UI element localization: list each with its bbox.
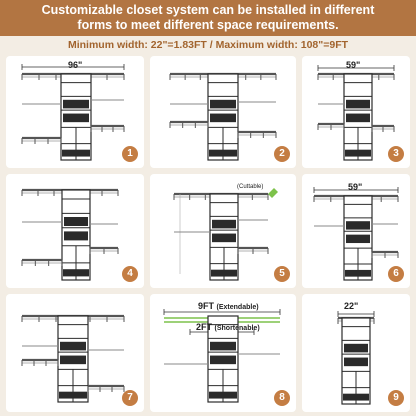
panel-number-badge: 1 xyxy=(122,146,138,162)
tower-base xyxy=(209,392,237,399)
tower-drawer xyxy=(60,342,86,351)
tower-drawer xyxy=(212,234,236,243)
tower-base xyxy=(62,150,90,157)
dimension-value: 9FT xyxy=(198,301,215,311)
tower-drawer xyxy=(210,114,236,123)
tower-drawer xyxy=(64,231,88,240)
tower-drawer xyxy=(210,342,236,351)
tower-drawer xyxy=(212,220,236,229)
tower-drawer xyxy=(346,235,370,243)
closet-config-panel-1 xyxy=(6,56,144,168)
panel-number-badge: 3 xyxy=(388,146,404,162)
panel-number-badge: 4 xyxy=(122,266,138,282)
tower-drawer xyxy=(64,217,88,226)
header-banner xyxy=(0,0,416,36)
closet-config-panel-5 xyxy=(150,174,296,288)
width-dimension-label: 59" xyxy=(346,60,361,70)
panel-number-badge: 9 xyxy=(388,390,404,406)
tower-drawer xyxy=(63,100,89,109)
shortenable-dimension-label xyxy=(196,322,260,332)
tower-base xyxy=(345,150,371,157)
tower-drawer xyxy=(346,221,370,229)
width-dimension-label: 59" xyxy=(348,182,363,192)
closet-config-panel-3 xyxy=(302,56,410,168)
tower-base xyxy=(345,270,371,277)
width-dimension-label: 22" xyxy=(344,301,359,311)
tower-base xyxy=(59,392,87,399)
panel-number-badge: 6 xyxy=(388,266,404,282)
tower-drawer xyxy=(344,344,368,353)
tower-base xyxy=(343,394,369,401)
tower-drawer xyxy=(346,100,370,109)
closet-config-panel-8 xyxy=(150,294,296,412)
tower-drawer xyxy=(60,356,86,365)
panel-number-badge: 5 xyxy=(274,266,290,282)
width-dimension-label: 96" xyxy=(68,60,83,70)
header-line-1: Customizable closet system can be installed in different xyxy=(41,3,375,17)
tower-base xyxy=(209,150,237,157)
header-line-2: forms to meet different space requirements. xyxy=(77,18,339,32)
panel-number-badge: 2 xyxy=(274,146,290,162)
tower-drawer xyxy=(210,356,236,365)
tower-drawer xyxy=(210,100,236,109)
tower-base xyxy=(211,270,237,277)
tower-drawer xyxy=(63,114,89,123)
cuttable-note: (Cuttable) xyxy=(237,184,264,190)
tower-drawer xyxy=(346,114,370,123)
panel-number-badge: 8 xyxy=(274,390,290,406)
dimension-note: (Shortenable) xyxy=(214,325,260,332)
closet-config-panel-6 xyxy=(302,174,410,288)
closet-config-panel-2 xyxy=(150,56,296,168)
cut-icon xyxy=(268,188,278,198)
closet-config-panel-4 xyxy=(6,174,144,288)
dimension-value: 2FT xyxy=(196,322,213,332)
closet-config-panel-7 xyxy=(6,294,144,412)
extendable-dimension-label xyxy=(198,301,259,311)
closet-config-panel-9 xyxy=(302,294,410,412)
dimension-note: (Extendable) xyxy=(216,304,259,311)
tower-base xyxy=(63,269,89,276)
width-range-subheader: Minimum width: 22"=1.83FT / Maximum width: 108"=9FT xyxy=(67,39,349,51)
tower-drawer xyxy=(344,358,368,367)
panel-number-badge: 7 xyxy=(122,390,138,406)
